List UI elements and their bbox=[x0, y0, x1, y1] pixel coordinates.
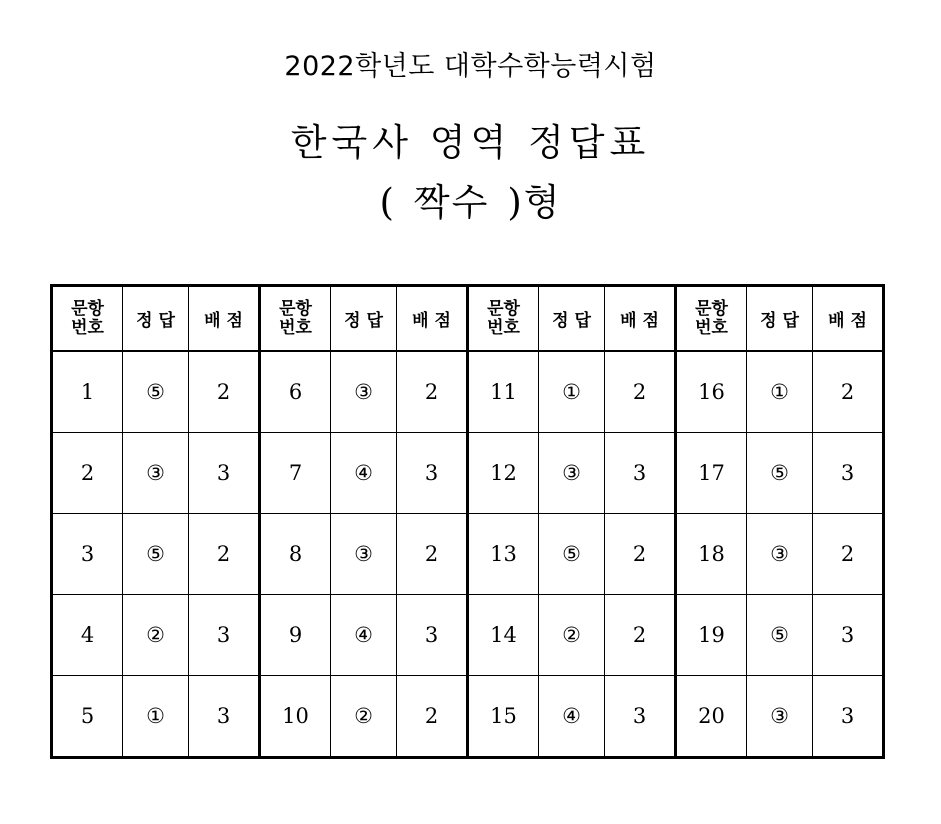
header-number bbox=[260, 286, 331, 352]
question-points: 3 bbox=[813, 676, 884, 758]
question-points: 2 bbox=[605, 595, 676, 676]
answer-choice: ① bbox=[123, 676, 189, 758]
question-number: 11 bbox=[468, 351, 539, 433]
question-number: 10 bbox=[260, 676, 331, 758]
question-points: 3 bbox=[605, 676, 676, 758]
question-number: 14 bbox=[468, 595, 539, 676]
header-points: 배 점 bbox=[813, 286, 884, 352]
header-answer: 정 답 bbox=[331, 286, 397, 352]
header-number-line2: 번호 bbox=[487, 317, 520, 338]
answer-choice: ③ bbox=[747, 514, 813, 595]
question-points: 3 bbox=[189, 433, 260, 514]
question-points: 2 bbox=[605, 514, 676, 595]
exam-title: 2022학년도 대학수학능력시험 bbox=[284, 51, 657, 82]
table-row bbox=[52, 351, 884, 433]
answer-choice: ④ bbox=[331, 595, 397, 676]
header-number-line2: 번호 bbox=[279, 317, 312, 338]
question-number: 19 bbox=[676, 595, 747, 676]
header-number-line2: 번호 bbox=[695, 317, 728, 338]
question-number: 20 bbox=[676, 676, 747, 758]
question-points: 2 bbox=[605, 351, 676, 433]
table-row bbox=[52, 595, 884, 676]
answer-choice: ③ bbox=[539, 433, 605, 514]
question-points: 3 bbox=[189, 595, 260, 676]
question-points: 2 bbox=[397, 514, 468, 595]
question-points: 3 bbox=[605, 433, 676, 514]
question-points: 3 bbox=[813, 433, 884, 514]
answer-choice: ② bbox=[539, 595, 605, 676]
header-points: 배 점 bbox=[605, 286, 676, 352]
header-number-line1: 문항 bbox=[279, 298, 312, 319]
header-points: 배 점 bbox=[397, 286, 468, 352]
answer-key-table bbox=[50, 284, 885, 759]
question-points: 3 bbox=[397, 433, 468, 514]
header-number-line1: 문항 bbox=[71, 298, 104, 319]
question-number: 4 bbox=[52, 595, 123, 676]
question-number: 16 bbox=[676, 351, 747, 433]
header-number bbox=[676, 286, 747, 352]
question-number: 2 bbox=[52, 433, 123, 514]
question-number: 9 bbox=[260, 595, 331, 676]
question-points: 2 bbox=[813, 351, 884, 433]
table-header-row bbox=[52, 286, 884, 352]
answer-choice: ③ bbox=[331, 514, 397, 595]
answer-choice: ⑤ bbox=[539, 514, 605, 595]
question-points: 3 bbox=[813, 595, 884, 676]
question-number: 7 bbox=[260, 433, 331, 514]
header-number-line1: 문항 bbox=[695, 298, 728, 319]
question-points: 2 bbox=[397, 351, 468, 433]
answer-choice: ③ bbox=[747, 676, 813, 758]
answer-choice: ② bbox=[123, 595, 189, 676]
question-number: 3 bbox=[52, 514, 123, 595]
answer-choice: ⑤ bbox=[747, 595, 813, 676]
question-number: 13 bbox=[468, 514, 539, 595]
table-row bbox=[52, 514, 884, 595]
answer-choice: ① bbox=[747, 351, 813, 433]
header-number-line2: 번호 bbox=[71, 317, 104, 338]
question-number: 15 bbox=[468, 676, 539, 758]
form-type-line bbox=[0, 172, 941, 226]
question-number: 8 bbox=[260, 514, 331, 595]
question-number: 1 bbox=[52, 351, 123, 433]
question-points: 3 bbox=[189, 676, 260, 758]
question-points: 2 bbox=[189, 351, 260, 433]
question-points: 2 bbox=[397, 676, 468, 758]
header-answer: 정 답 bbox=[123, 286, 189, 352]
table-row bbox=[52, 433, 884, 514]
answer-choice: ③ bbox=[123, 433, 189, 514]
header-number-line1: 문항 bbox=[487, 298, 520, 319]
table-row bbox=[52, 676, 884, 758]
header-number bbox=[468, 286, 539, 352]
answer-choice: ② bbox=[331, 676, 397, 758]
question-number: 6 bbox=[260, 351, 331, 433]
header-answer: 정 답 bbox=[539, 286, 605, 352]
answer-choice: ④ bbox=[539, 676, 605, 758]
question-number: 18 bbox=[676, 514, 747, 595]
header-answer: 정 답 bbox=[747, 286, 813, 352]
question-number: 12 bbox=[468, 433, 539, 514]
question-points: 2 bbox=[813, 514, 884, 595]
form-type-value: 짝수 bbox=[413, 181, 490, 224]
form-type-open: ( bbox=[379, 181, 396, 224]
question-points: 3 bbox=[397, 595, 468, 676]
answer-choice: ③ bbox=[331, 351, 397, 433]
answer-choice: ④ bbox=[331, 433, 397, 514]
question-points: 2 bbox=[189, 514, 260, 595]
form-type-close: )형 bbox=[507, 181, 562, 224]
page-title: 한국사 영역 정답표 bbox=[290, 121, 651, 164]
answer-choice: ⑤ bbox=[123, 351, 189, 433]
question-number: 17 bbox=[676, 433, 747, 514]
header-points: 배 점 bbox=[189, 286, 260, 352]
answer-choice: ⑤ bbox=[747, 433, 813, 514]
answer-choice: ⑤ bbox=[123, 514, 189, 595]
answer-choice: ① bbox=[539, 351, 605, 433]
header-number bbox=[52, 286, 123, 352]
question-number: 5 bbox=[52, 676, 123, 758]
